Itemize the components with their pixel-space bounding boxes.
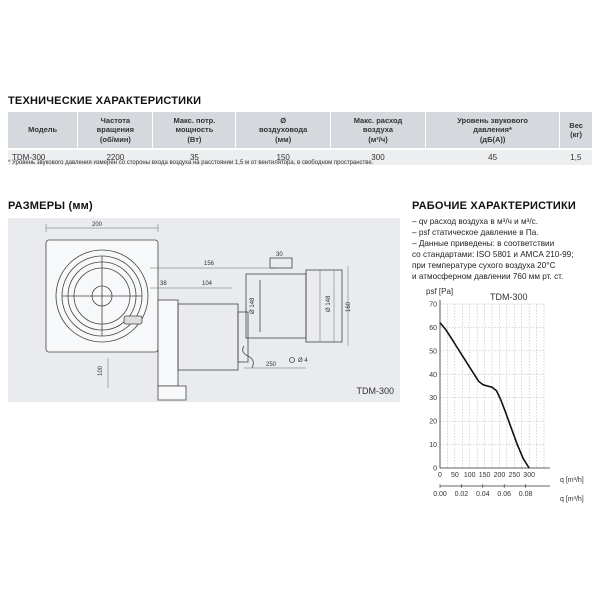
performance-chart — [412, 282, 600, 508]
chart-x2-tick-label: 0.06 — [497, 491, 511, 498]
dim-length-label: 156 — [204, 261, 215, 267]
specs-header-text: Ø — [280, 115, 287, 125]
chart-title: TDM-300 — [490, 292, 528, 302]
specs-header-cell — [78, 112, 153, 149]
specs-header-text: воздуха — [362, 125, 394, 135]
chart-y-tick-label: 50 — [429, 348, 437, 356]
chart-x2-axis-label: q [m³/h] — [560, 496, 584, 503]
chart-x2-tick-label: 0.08 — [518, 491, 533, 498]
performance-title: РАБОЧИЕ ХАРАКТЕРИСТИКИ — [412, 200, 577, 212]
chart-y-tick-label: 60 — [429, 324, 437, 332]
dim-d148-label: Ø 148 — [250, 297, 256, 314]
chart-x-tick-label: 100 — [463, 472, 476, 479]
specs-header-cell — [560, 112, 592, 149]
performance-note: – psf статическое давление в Па. — [412, 228, 539, 238]
specs-header-text: мощность — [175, 125, 214, 135]
specs-cell: 45 — [425, 149, 559, 165]
chart-y-tick-label: 20 — [429, 418, 437, 426]
performance-note: и атмосферном давлении 760 мм рт. ст. — [412, 272, 564, 282]
specs-header-text: Модель — [28, 125, 58, 135]
specs-header-text: Макс. расход — [353, 115, 403, 125]
chart-y-tick-label: 40 — [429, 371, 437, 379]
specs-cell: 300 — [330, 149, 425, 165]
dim-top30-label: 30 — [276, 252, 283, 258]
specs-header-text: (об/мин) — [99, 134, 131, 144]
dim-part-b-label: 104 — [202, 281, 213, 287]
specs-title: ТЕХНИЧЕСКИЕ ХАРАКТЕРИСТИКИ — [8, 95, 202, 107]
chart-x-tick-label: 150 — [478, 472, 491, 479]
specs-header-text: (мм) — [275, 134, 292, 144]
chart-y-axis-label: psf [Pa] — [426, 287, 454, 296]
specs-header-text: Макс. потр. — [173, 115, 216, 125]
dim-d148b-label: Ø 148 — [326, 295, 332, 312]
chart-x2-tick-label: 0.00 — [433, 491, 447, 498]
specs-cell: 2200 — [78, 149, 153, 165]
chart-x-tick-label: 0 — [438, 472, 442, 479]
chart-y-tick-label: 10 — [429, 442, 437, 450]
specs-header-text: воздуховода — [259, 125, 308, 135]
dim-width-label: 200 — [92, 222, 103, 228]
chart-x-tick-label: 300 — [523, 472, 535, 479]
specs-header-cell — [425, 112, 559, 149]
dim-part-a-label: 38 — [160, 281, 167, 287]
performance-notes — [412, 216, 597, 282]
specs-header-text: Уровень звукового — [457, 115, 528, 125]
dimensions-drawing-panel — [8, 218, 400, 402]
specs-header-cell — [236, 112, 331, 149]
specs-cell: 1,5 — [560, 149, 592, 165]
specs-header-text: Вес — [569, 120, 583, 130]
specs-header-text: (м³/ч) — [368, 134, 388, 144]
chart-x2-tick-label: 0.04 — [475, 491, 490, 498]
specs-header-text: (дБ(А)) — [479, 134, 506, 144]
chart-x-tick-label: 50 — [450, 472, 459, 479]
specs-table — [8, 112, 592, 165]
chart-y-tick-label: 30 — [429, 395, 437, 403]
specs-cell: 35 — [153, 149, 236, 165]
specs-header-text: Частота — [100, 115, 131, 125]
dim-h160-label: 160 — [346, 301, 352, 312]
chart-x2-tick-label: 0.02 — [454, 491, 469, 498]
specs-header-row — [8, 112, 592, 149]
specs-header-cell — [8, 112, 78, 149]
specs-cell: 150 — [236, 149, 331, 165]
chart-x-tick-label: 200 — [493, 472, 506, 479]
dimensions-drawing — [8, 218, 400, 402]
dim-hole-label: Ø 4 — [298, 358, 308, 364]
dim-h100-label: 100 — [98, 365, 104, 376]
chart-y-tick-label: 0 — [433, 465, 437, 473]
chart-x-tick-label: 250 — [508, 472, 521, 479]
performance-note: – qv расход воздуха в м³/ч и м³/с. — [412, 217, 539, 226]
specs-footnote: * Уровень звукового давления измерен со стороны входа воздуха на расстоянии 1,5 м от вентилятора, в свободном пространстве. — [8, 160, 374, 166]
performance-note: со стандартами: ISO 5801 и AMCA 210-99; — [412, 250, 574, 260]
performance-note: – Данные приведены: в соответствии — [412, 239, 555, 249]
dimensions-title: РАЗМЕРЫ (мм) — [8, 200, 93, 212]
performance-chart-svg — [412, 282, 600, 508]
specs-header-text: (кг) — [570, 130, 583, 139]
specs-header-text: вращения — [96, 125, 135, 135]
dimensions-model-label: TDM-300 — [356, 386, 394, 396]
specs-header-text: давления* — [473, 125, 512, 135]
performance-note: при температуре сухого воздуха 20°С — [412, 261, 556, 271]
specs-header-cell — [153, 112, 236, 149]
specs-cell: TDM-300 — [8, 149, 78, 165]
specs-header-text: (Вт) — [187, 134, 202, 144]
specs-header-cell — [330, 112, 425, 149]
chart-x-axis-label: q [m³/h] — [560, 477, 584, 484]
dim-cable-label: 250 — [266, 362, 277, 368]
chart-y-tick-label: 70 — [429, 301, 437, 309]
